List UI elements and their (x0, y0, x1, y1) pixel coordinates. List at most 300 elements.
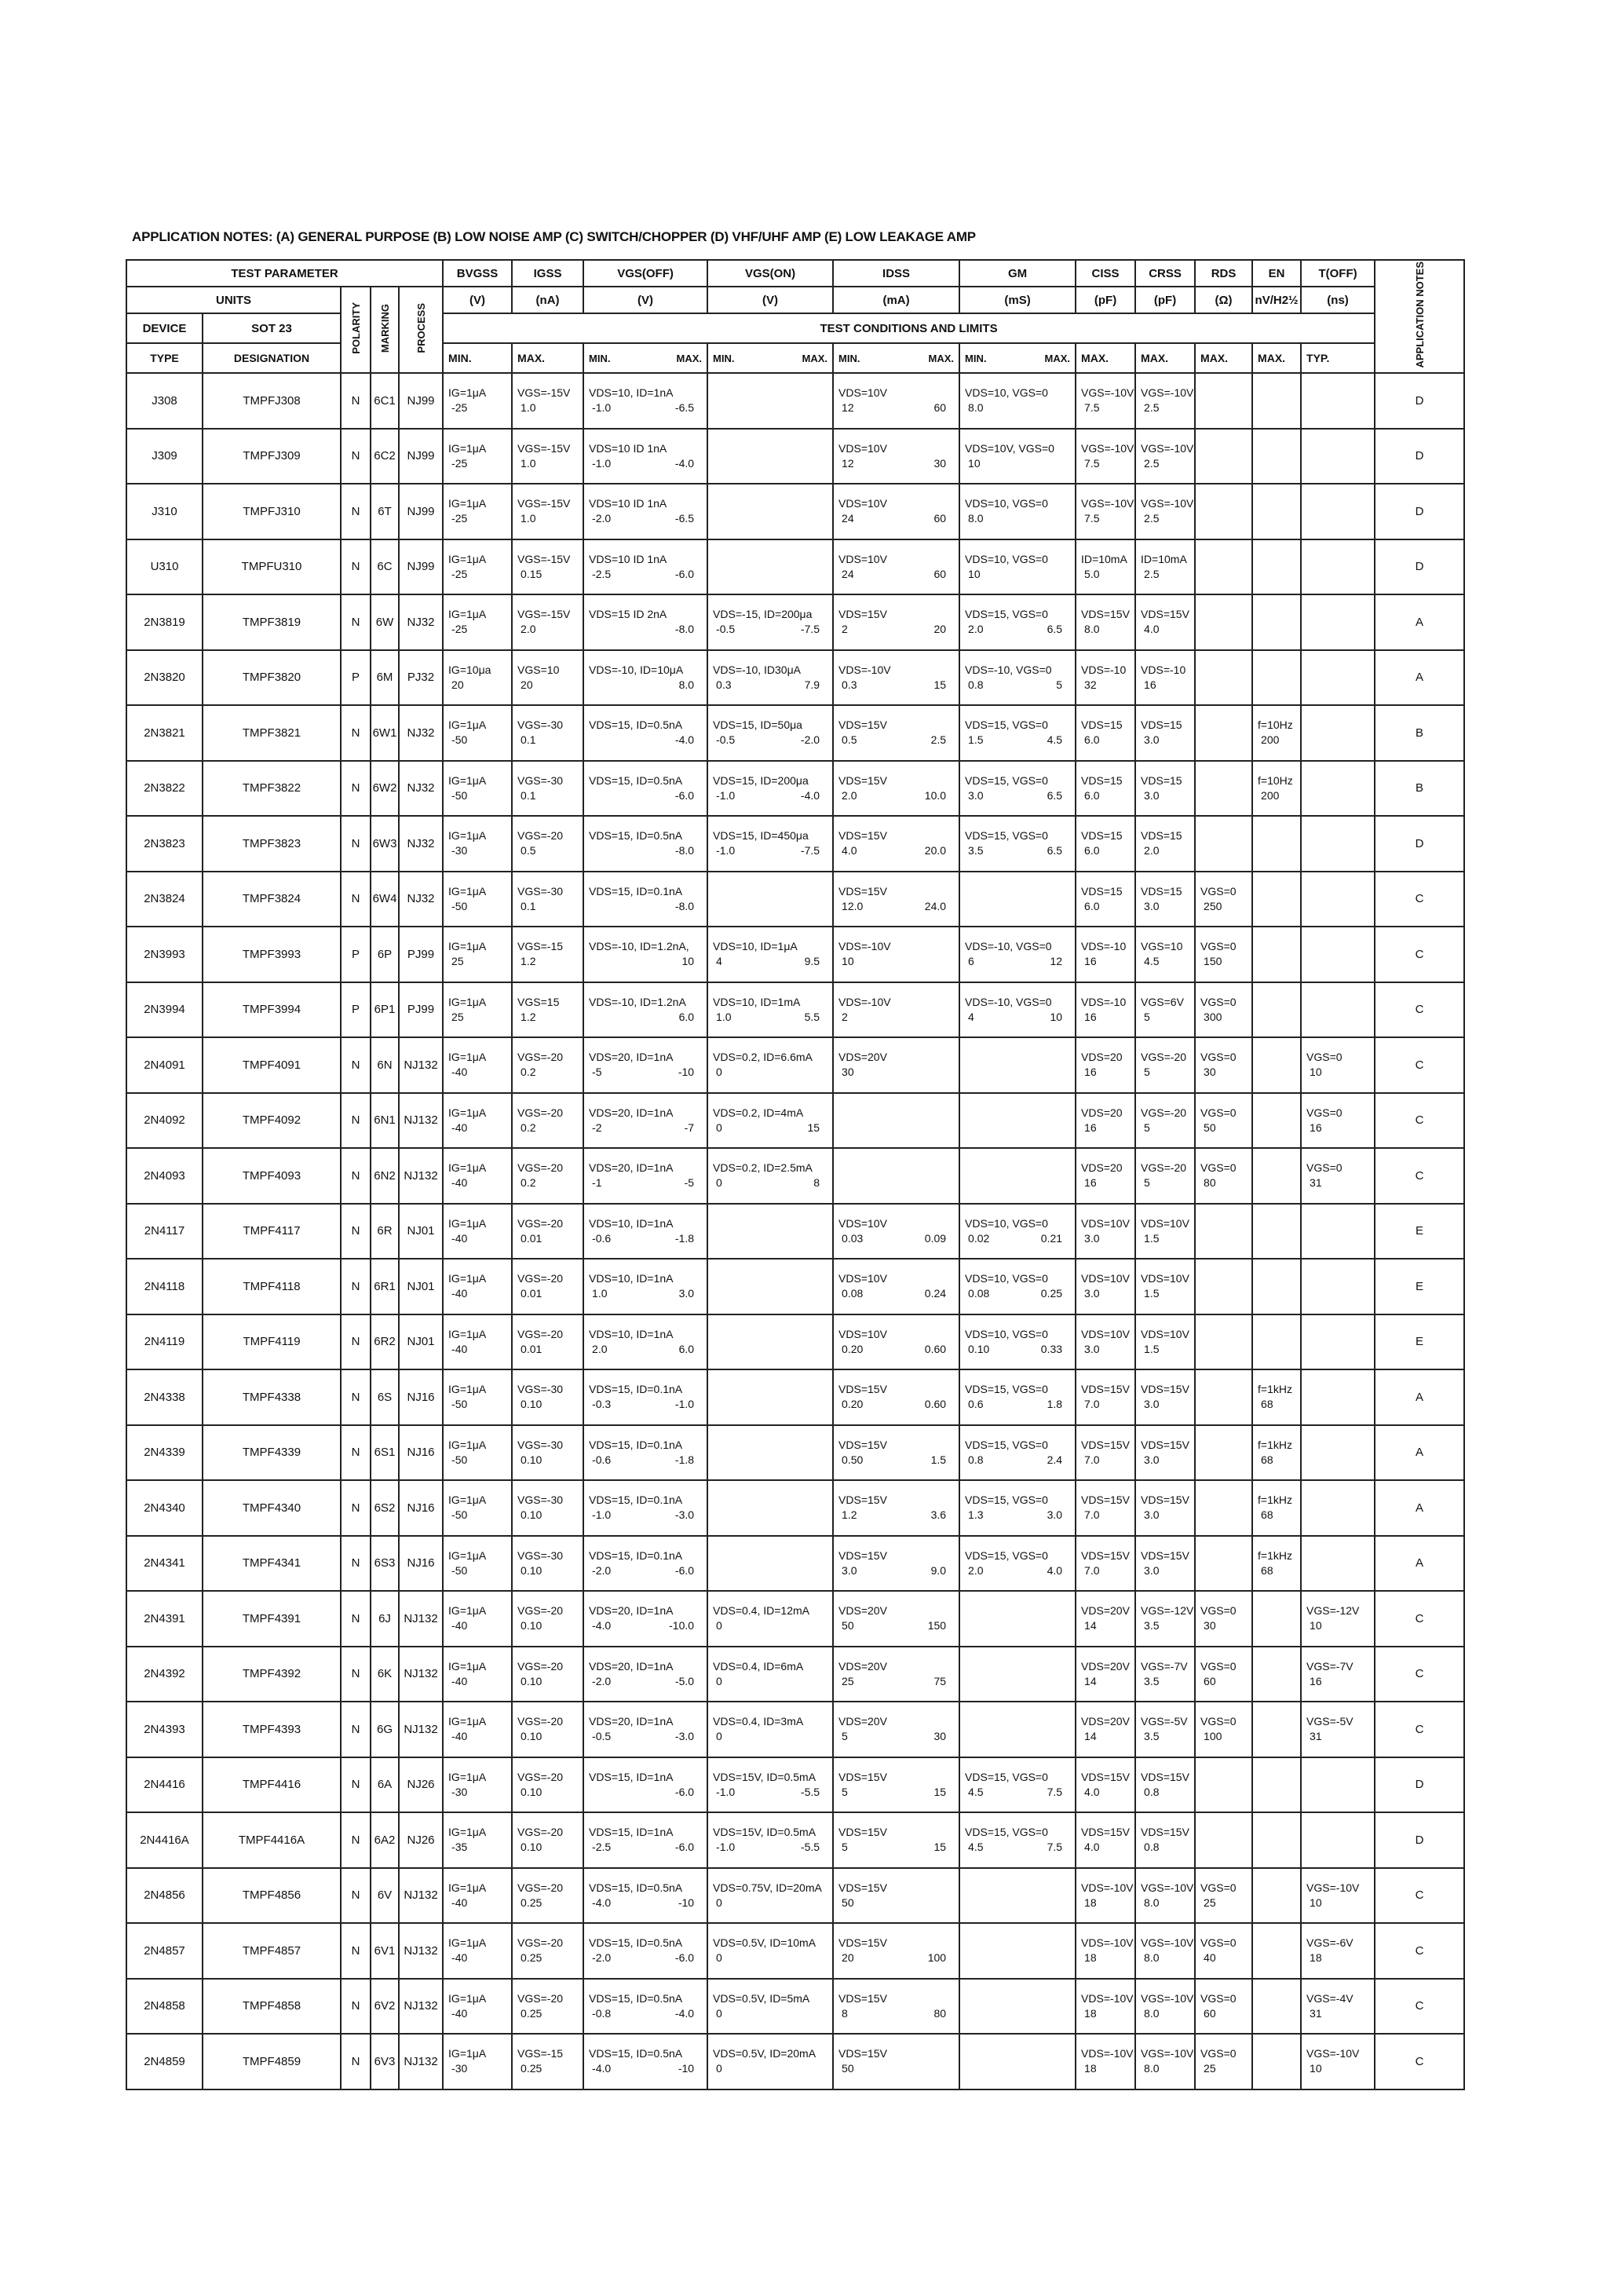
application-note: D (1375, 484, 1464, 539)
condition: VDS=15, ID=0.5nA (589, 829, 683, 843)
test-condition-cell (512, 1259, 583, 1314)
test-condition-cell (1252, 705, 1301, 761)
test-condition-cell (707, 872, 833, 927)
test-condition-cell (1301, 705, 1375, 761)
test-condition-cell (1252, 1037, 1301, 1093)
param-name-header: VGS(OFF) (583, 260, 707, 287)
limit-min: 3.0 (842, 1563, 857, 1577)
marking: 6S3 (371, 1536, 399, 1592)
condition: f=1kHz (1258, 1548, 1293, 1562)
polarity: N (341, 816, 371, 872)
polarity: N (341, 761, 371, 817)
limit-min: 25 (842, 1674, 854, 1687)
test-condition-cell (512, 2034, 583, 2089)
condition: VGS=0 (1200, 1604, 1237, 1618)
condition: VGS=0 (1200, 1659, 1237, 1673)
table-row (126, 982, 1464, 1038)
condition: VGS=0 (1200, 1106, 1237, 1119)
limit-min: 1.5 (1144, 1231, 1160, 1245)
test-condition-cell (443, 761, 512, 817)
device-type: 2N4119 (126, 1314, 203, 1370)
condition: VDS=20, ID=1nA (589, 1106, 674, 1119)
limit-max: -6.0 (674, 1785, 695, 1798)
limit-min: 5 (842, 1785, 848, 1798)
limit-min: -40 (451, 1121, 468, 1134)
test-condition-cell (1301, 1037, 1375, 1093)
limit-header: MIN. MAX. (959, 343, 1076, 373)
test-condition-cell (833, 1037, 959, 1093)
test-condition-cell (512, 1979, 583, 2035)
condition: IG=1μA (448, 386, 487, 400)
limit-min: 5 (842, 1841, 848, 1854)
test-condition-cell (1076, 1148, 1135, 1204)
condition: VDS=15V (838, 718, 887, 732)
limit-min: 5.0 (1084, 567, 1100, 580)
test-condition-cell (443, 1093, 512, 1149)
limit-min: -2.5 (592, 567, 612, 580)
process: NJ32 (399, 761, 443, 817)
test-condition-cell (1076, 1037, 1135, 1093)
limit-min: -0.8 (592, 2006, 612, 2020)
test-condition-cell (443, 1480, 512, 1536)
condition: VDS=15V (1141, 1493, 1189, 1507)
test-condition-cell (583, 429, 707, 484)
test-condition-cell (1135, 872, 1195, 927)
condition: VGS=-10V (1081, 497, 1134, 510)
limit-header: MAX. (1252, 343, 1301, 373)
test-condition-cell (1252, 816, 1301, 872)
limit-min: 2.5 (1144, 401, 1160, 415)
condition: VGS=-10V (1141, 386, 1194, 400)
process: NJ26 (399, 1757, 443, 1813)
limit-min: 7.0 (1084, 1563, 1100, 1577)
condition: IG=1μA (448, 1659, 487, 1673)
marking: 6K (371, 1647, 399, 1702)
param-unit-header: (mA) (833, 287, 959, 313)
test-condition-cell (1135, 2034, 1195, 2089)
application-note: D (1375, 373, 1464, 429)
limit-max: -2.0 (800, 733, 820, 747)
condition: IG=1μA (448, 608, 487, 621)
test-condition-cell (1195, 2034, 1252, 2089)
limit-min: 0.50 (842, 1453, 864, 1466)
limit-min: 16 (1084, 1121, 1097, 1134)
test-condition-cell (583, 1480, 707, 1536)
limit-max: 6.5 (1047, 623, 1063, 636)
application-note: B (1375, 705, 1464, 761)
sot23-designation: TMPF4341 (203, 1536, 341, 1592)
limit-min: 0.5 (521, 844, 536, 857)
limit-min: 7.5 (1084, 401, 1100, 415)
polarity: N (341, 1868, 371, 1924)
limit-min: 50 (842, 2062, 854, 2075)
limit-max: -6.5 (674, 512, 695, 525)
condition: VDS=15V (1141, 1770, 1189, 1783)
limit-min: 31 (1310, 1730, 1322, 1743)
test-condition-cell (1252, 1536, 1301, 1592)
limit-max: 7.5 (1047, 1785, 1063, 1798)
condition: VDS=15V (838, 608, 887, 621)
test-condition-cell (512, 1702, 583, 1757)
test-condition-cell (1195, 1148, 1252, 1204)
condition: VDS=0.4, ID=6mA (713, 1659, 804, 1673)
limit-max: 12 (1050, 955, 1063, 968)
limit-max: 1.5 (930, 1453, 947, 1466)
test-condition-cell (1135, 816, 1195, 872)
test-condition-cell (583, 539, 707, 595)
polarity: P (341, 982, 371, 1038)
test-condition-cell (1076, 1314, 1135, 1370)
device-type: 2N4091 (126, 1037, 203, 1093)
limit-max: 15 (933, 1841, 947, 1854)
limit-max: 60 (933, 567, 947, 580)
polarity: N (341, 1812, 371, 1868)
limit-min: 0.20 (842, 1342, 864, 1355)
condition: VDS=15V (1081, 608, 1130, 621)
limit-min: 18 (1310, 1951, 1322, 1965)
test-condition-cell (583, 1536, 707, 1592)
limit-min: 18 (1084, 1896, 1097, 1909)
test-condition-cell (443, 705, 512, 761)
test-condition-cell (1076, 1702, 1135, 1757)
condition: VGS=-15V (517, 386, 571, 400)
test-condition-cell (583, 484, 707, 539)
condition: IG=1μA (448, 773, 487, 787)
limit-min: 0.10 (521, 1619, 542, 1632)
limit-max: -4.0 (674, 733, 695, 747)
limit-min: -40 (451, 1730, 468, 1743)
condition: VDS=10 ID 1nA (589, 497, 667, 510)
limit-min: -0.6 (592, 1453, 612, 1466)
limit-min: 16 (1310, 1674, 1322, 1687)
limit-min: 10 (1310, 1896, 1322, 1909)
test-condition-cell (959, 1314, 1076, 1370)
limit-max: 0.21 (1040, 1231, 1063, 1245)
condition: VDS=15V (838, 1770, 887, 1783)
param-name-header: GM (959, 260, 1076, 287)
application-note: C (1375, 1702, 1464, 1757)
limit-min: 2.5 (1144, 567, 1160, 580)
test-condition-cell (1076, 1536, 1135, 1592)
test-condition-cell (443, 373, 512, 429)
limit-min: 1.5 (968, 733, 984, 747)
test-condition-cell (583, 1314, 707, 1370)
test-condition-cell (512, 1037, 583, 1093)
limit-min: 12.0 (842, 899, 864, 912)
process: NJ99 (399, 429, 443, 484)
limit-min: 0.10 (521, 1674, 542, 1687)
test-condition-cell (512, 1812, 583, 1868)
condition: VGS=-20 (517, 1272, 564, 1285)
test-condition-cell (707, 705, 833, 761)
test-condition-cell (512, 1536, 583, 1592)
condition: VGS=-30 (517, 718, 564, 732)
test-condition-cell (959, 982, 1076, 1038)
limit-max: 30 (933, 1730, 947, 1743)
condition: VDS=10V (1081, 1272, 1130, 1285)
process: NJ132 (399, 1923, 443, 1979)
condition: f=10Hz (1258, 773, 1293, 787)
test-condition-cell (512, 429, 583, 484)
limit-min: 2.5 (1144, 456, 1160, 470)
device-type: 2N3822 (126, 761, 203, 817)
condition: VDS=15, VGS=0 (965, 608, 1048, 621)
condition: VDS=10V (838, 1216, 887, 1230)
table-row (126, 1314, 1464, 1370)
limit-min: -0.5 (592, 1730, 612, 1743)
test-condition-cell (707, 1425, 833, 1481)
limit-max: 4.0 (1047, 1563, 1063, 1577)
condition: VDS=15V (1081, 1438, 1130, 1451)
test-condition-cell (707, 373, 833, 429)
condition: VGS=-12V (1306, 1604, 1360, 1618)
param-unit-header: (V) (583, 287, 707, 313)
marking: 6S (371, 1369, 399, 1425)
test-condition-cell (1301, 1259, 1375, 1314)
condition: VDS=15V (1081, 1770, 1130, 1783)
limit-min: 2.0 (842, 788, 857, 802)
limit-min: 3.5 (1144, 1619, 1160, 1632)
device-type: 2N4092 (126, 1093, 203, 1149)
condition: VDS=15, ID=200μa (713, 773, 809, 787)
condition: IG=10μa (448, 663, 491, 676)
limit-min: 2 (842, 623, 848, 636)
limit-min: -25 (451, 512, 468, 525)
condition: VDS=15V (1141, 1548, 1189, 1562)
test-condition-cell (443, 1259, 512, 1314)
condition: IG=1μA (448, 1383, 487, 1396)
test-condition-cell (1135, 1923, 1195, 1979)
table-row (126, 761, 1464, 817)
condition: VDS=15, ID=0.5nA (589, 1881, 683, 1894)
test-condition-cell (1135, 1536, 1195, 1592)
limit-min: -2.5 (592, 1841, 612, 1854)
limit-max: -5.5 (800, 1841, 820, 1854)
condition: VDS=10, ID=1μA (713, 940, 798, 953)
test-condition-cell (1195, 484, 1252, 539)
limit-min: 10 (968, 456, 981, 470)
condition: VDS=10, ID=1mA (713, 995, 801, 1008)
limit-max: 0.33 (1040, 1342, 1063, 1355)
condition: VDS=15V, ID=0.5mA (713, 1770, 816, 1783)
test-condition-cell (833, 1702, 959, 1757)
table-row (126, 1702, 1464, 1757)
test-condition-cell (1135, 1757, 1195, 1813)
limit-min: 0.08 (842, 1287, 864, 1300)
limit-min: 1.5 (1144, 1342, 1160, 1355)
test-condition-cell (1076, 1480, 1135, 1536)
condition: VDS=15, VGS=0 (965, 1493, 1048, 1507)
test-condition-cell (1076, 373, 1135, 429)
param-unit-header: (mS) (959, 287, 1076, 313)
limit-max: 0.09 (924, 1231, 947, 1245)
process: NJ01 (399, 1314, 443, 1370)
limit-min: 0 (716, 1674, 722, 1687)
limit-min: 6.0 (1084, 844, 1100, 857)
condition: VDS=15, VGS=0 (965, 718, 1048, 732)
device-type: 2N4393 (126, 1702, 203, 1757)
test-condition-cell (443, 1812, 512, 1868)
limit-min: 31 (1310, 2006, 1322, 2020)
test-condition-cell (959, 705, 1076, 761)
test-condition-cell (443, 539, 512, 595)
test-condition-cell (512, 1314, 583, 1370)
test-condition-cell (1076, 1647, 1135, 1702)
limit-max: 6.0 (678, 1342, 695, 1355)
limit-min: 6 (968, 955, 974, 968)
test-condition-cell (1301, 1923, 1375, 1979)
limit-min: 0.2 (521, 1066, 536, 1079)
condition: VDS=15V, ID=0.5mA (713, 1826, 816, 1839)
condition: VGS=-20 (517, 1881, 564, 1894)
condition: VDS=0.4, ID=12mA (713, 1604, 809, 1618)
process: NJ132 (399, 1037, 443, 1093)
condition: VGS=-10V (1141, 1881, 1194, 1894)
sot23-designation: TMPFJ309 (203, 429, 341, 484)
test-condition-cell (707, 1369, 833, 1425)
test-condition-cell (512, 1204, 583, 1260)
sot23-designation: TMPF4118 (203, 1259, 341, 1314)
test-condition-cell (707, 1979, 833, 2035)
condition: VDS=-10V (1081, 1936, 1134, 1950)
test-condition-cell (1301, 1536, 1375, 1592)
sot23-designation: TMPFJ310 (203, 484, 341, 539)
test-condition-cell (1195, 982, 1252, 1038)
condition: f=1kHz (1258, 1383, 1293, 1396)
condition: VGS=-30 (517, 773, 564, 787)
limit-min: 10 (1310, 1619, 1322, 1632)
polarity-header: POLARITY (341, 287, 371, 373)
limit-max: 60 (933, 512, 947, 525)
test-condition-cell (1135, 1037, 1195, 1093)
test-condition-cell (443, 1923, 512, 1979)
limit-max: 15 (933, 1785, 947, 1798)
application-note: A (1375, 650, 1464, 706)
test-condition-cell (583, 594, 707, 650)
condition: VDS=20V (838, 1715, 887, 1728)
test-condition-cell (833, 705, 959, 761)
limit-min: 0 (716, 2062, 722, 2075)
table-row (126, 1480, 1464, 1536)
limit-header: MAX. (1076, 343, 1135, 373)
test-condition-cell (583, 1037, 707, 1093)
limit-max: 6.5 (1047, 788, 1063, 802)
limit-min: 10 (968, 567, 981, 580)
test-condition-cell (1135, 1425, 1195, 1481)
limit-min: 0.25 (521, 1951, 542, 1965)
condition: IG=1μA (448, 1106, 487, 1119)
limit-max: 0.60 (924, 1398, 947, 1411)
table-row (126, 1093, 1464, 1149)
marking: 6R2 (371, 1314, 399, 1370)
polarity: N (341, 2034, 371, 2089)
marking: 6W3 (371, 816, 399, 872)
test-condition-cell (833, 484, 959, 539)
process: NJ132 (399, 1979, 443, 2035)
limit-max: -5.0 (674, 1674, 695, 1687)
process: NJ01 (399, 1204, 443, 1260)
test-condition-cell (1076, 1868, 1135, 1924)
test-condition-cell (959, 429, 1076, 484)
condition: IG=1μA (448, 552, 487, 565)
marking: 6S1 (371, 1425, 399, 1481)
limit-max: -8.0 (674, 844, 695, 857)
limit-max: -4.0 (800, 788, 820, 802)
limit-min: 60 (1204, 2006, 1216, 2020)
marking: 6C1 (371, 373, 399, 429)
limit-min: 5 (1144, 1066, 1150, 1079)
test-condition-cell (959, 1037, 1076, 1093)
marking-header: MARKING (371, 287, 399, 373)
test-condition-cell (583, 1093, 707, 1149)
limit-min: 2.0 (968, 1563, 984, 1577)
condition: VGS=-10V (1141, 1936, 1194, 1950)
sot23-designation: TMPF3994 (203, 982, 341, 1038)
condition: VDS=20, ID=1nA (589, 1051, 674, 1064)
limit-min: -1.0 (716, 1841, 736, 1854)
condition: VDS=10, ID=1nA (589, 1327, 674, 1340)
test-condition-cell (833, 982, 959, 1038)
condition: VDS=20V (1081, 1604, 1130, 1618)
test-condition-cell (1252, 539, 1301, 595)
device-type: 2N4391 (126, 1591, 203, 1647)
device-type: 2N4857 (126, 1923, 203, 1979)
table-row (126, 373, 1464, 429)
limit-min: 8.0 (1144, 2006, 1160, 2020)
limit-min: 10 (842, 955, 854, 968)
test-condition-cell (1195, 1480, 1252, 1536)
sot23-designation: TMPF4857 (203, 1923, 341, 1979)
limit-min: 3.0 (1084, 1287, 1100, 1300)
test-condition-cell (707, 816, 833, 872)
condition: VGS=0 (1306, 1106, 1343, 1119)
condition: VDS=15V (1141, 1383, 1189, 1396)
polarity: N (341, 1037, 371, 1093)
test-condition-cell (1252, 1923, 1301, 1979)
limit-min: -40 (451, 1951, 468, 1965)
condition: VDS=15V (838, 1826, 887, 1839)
condition: VDS=10, VGS=0 (965, 386, 1048, 400)
limit-min: 0 (716, 1730, 722, 1743)
sot23-header: SOT 23 (203, 313, 341, 343)
condition: VDS=20, ID=1nA (589, 1161, 674, 1175)
limit-min: 4 (716, 955, 722, 968)
limit-min: -2.0 (592, 512, 612, 525)
condition: IG=1μA (448, 829, 487, 843)
limit-min: 0 (716, 2006, 722, 2020)
limit-min: 3.5 (968, 844, 984, 857)
condition: IG=1μA (448, 1715, 487, 1728)
condition: VDS=15 (1081, 718, 1123, 732)
process: NJ26 (399, 1812, 443, 1868)
test-condition-cell (512, 872, 583, 927)
test-condition-cell (443, 650, 512, 706)
limit-min: 3.0 (1144, 1398, 1160, 1411)
condition: VDS=15V (838, 1493, 887, 1507)
condition: VDS=10V (1141, 1216, 1189, 1230)
application-note: A (1375, 1480, 1464, 1536)
test-condition-cell (959, 1148, 1076, 1204)
test-condition-cell (1135, 1812, 1195, 1868)
device-type: 2N3824 (126, 872, 203, 927)
limit-min: 14 (1084, 1730, 1097, 1743)
device-type: U310 (126, 539, 203, 595)
limit-min: -25 (451, 401, 468, 415)
limit-max: 100 (927, 1951, 947, 1965)
marking: 6W4 (371, 872, 399, 927)
polarity: N (341, 429, 371, 484)
limit-min: -2 (592, 1121, 602, 1134)
